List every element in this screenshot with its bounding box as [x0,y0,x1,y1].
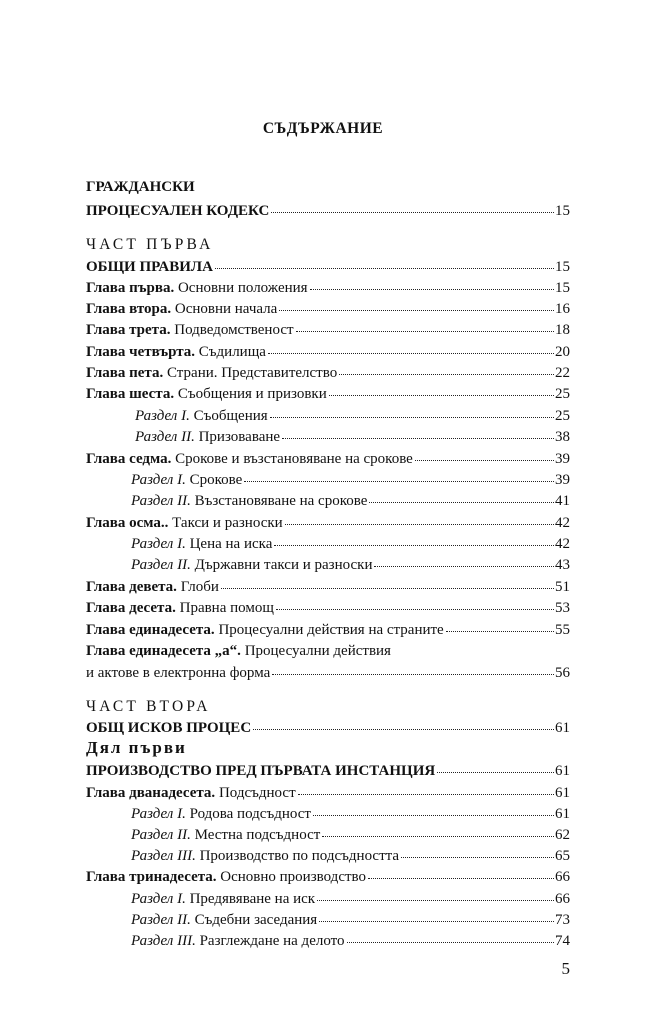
entry-title: Процесуални действия [240,643,391,659]
entry-heading: Глава девета. [86,579,177,595]
dot-leader [244,480,554,482]
entry-title: Процесуални действия на страните [214,622,444,638]
toc-entry [86,277,570,299]
dot-leader [253,728,554,730]
dot-leader [347,941,555,943]
entry-title: Производство по подсъдността [195,848,400,864]
dot-leader [298,793,554,795]
section-label: Раздел I. [131,472,186,488]
toc-entry [86,619,570,641]
toc-entry [86,256,570,278]
dot-leader [437,771,554,773]
entry-title: Съдилища [195,344,266,360]
toc-entry [86,717,570,739]
entry-title: Възстановяване на срокове [190,493,368,509]
entry-heading: ПРОЦЕСУАЛЕН КОДЕКС [86,203,270,219]
entry-title: Родова подсъдност [185,806,311,822]
division-heading: Дял първи [86,738,187,757]
entry-heading: Глава четвърта. [86,344,196,360]
section-label: Раздел II. [131,912,191,928]
entry-heading: Глава единадесета. [86,622,215,638]
dot-leader [368,877,554,879]
entry-title: Основни начала [171,301,278,317]
part-label: ЧАСТ ПЪРВА [86,236,214,253]
entry-page-number: 66 [555,891,570,907]
toc-entry [86,696,570,718]
part-label: ЧАСТ ВТОРА [86,698,211,715]
dot-leader [319,920,554,922]
entry-heading: Глава единадесета „а“. [86,643,241,659]
entry-heading: Глава трета. [86,322,171,338]
dot-leader [446,630,554,632]
entry-heading: ПРОИЗВОДСТВО ПРЕД ПЪРВАТА ИНСТАНЦИЯ [86,763,436,779]
section-label: Раздел I. [131,891,186,907]
toc-entry [86,512,570,534]
toc-entry [86,760,570,782]
dot-leader [282,437,554,439]
dot-leader [374,565,554,567]
entry-page-number: 18 [555,322,570,338]
entry-page-number: 56 [555,665,570,681]
entry-title: Подсъдност [215,785,296,801]
entry-heading: ОБЩИ ПРАВИЛА [86,259,213,275]
dot-leader [279,309,554,311]
entry-page-number: 15 [555,280,570,296]
entry-title: Подведомственост [170,322,294,338]
toc-entry [86,640,570,662]
entry-heading: Глава първа. [86,280,175,296]
entry-title: Основно производство [216,869,367,885]
entry-page-number: 15 [555,203,570,219]
entry-heading: Глава шеста. [86,386,175,402]
entry-heading: Глава дванадесета. [86,785,216,801]
entry-title: Глоби [176,579,219,595]
dot-leader [270,416,554,418]
toc-entry [86,176,570,198]
toc-entry [86,824,570,846]
toc-entry [86,426,570,448]
dot-leader [221,587,554,589]
entry-heading: Глава тринадесета. [86,869,217,885]
entry-title: Такси и разноски [168,515,283,531]
entry-heading: Глава пета. [86,365,164,381]
entry-page-number: 22 [555,365,570,381]
dot-leader [285,523,554,525]
toc-entry [86,383,570,405]
entry-page-number: 39 [555,451,570,467]
entry-page-number: 25 [555,408,570,424]
toc-entry [86,866,570,888]
dot-leader [268,352,554,354]
toc-entry [86,845,570,867]
entry-title: Разглеждане на делото [195,933,345,949]
toc-entry [86,782,570,804]
entry-page-number: 65 [555,848,570,864]
entry-page-number: 53 [555,600,570,616]
toc-entry [86,319,570,341]
section-label: Раздел II. [131,827,191,843]
entry-page-number: 66 [555,869,570,885]
toc-entry [86,803,570,825]
entry-title: Срокове и възстановяване на срокове [171,451,413,467]
entry-title: Страни. Представителство [163,365,338,381]
toc-entry [86,576,570,598]
toc-entry [86,930,570,952]
entry-title: Правна помощ [175,600,274,616]
toc-entry [86,554,570,576]
toc-entry [86,362,570,384]
entry-title: и актове в електронна форма [86,665,271,681]
section-label: Раздел I. [135,408,190,424]
entry-page-number: 55 [555,622,570,638]
toc-entry [86,533,570,555]
entry-heading: Глава десета. [86,600,176,616]
entry-page-number: 61 [555,785,570,801]
entry-page-number: 16 [555,301,570,317]
entry-page-number: 25 [555,386,570,402]
dot-leader [296,330,554,332]
dot-leader [401,856,554,858]
entry-title: Държавни такси и разноски [190,557,373,573]
dot-leader [310,288,554,290]
entry-page-number: 42 [555,536,570,552]
dot-leader [274,544,554,546]
entry-title: Цена на иска [185,536,273,552]
entry-title: Местна подсъдност [190,827,321,843]
entry-page-number: 15 [555,259,570,275]
entry-title: Съобщения [189,408,268,424]
section-label: Раздел II. [131,557,191,573]
entry-page-number: 62 [555,827,570,843]
entry-title: Основни положения [174,280,308,296]
entry-title: Съдебни заседания [190,912,318,928]
entry-heading: Глава втора. [86,301,172,317]
toc-entry [86,200,570,222]
toc-entry [86,405,570,427]
entry-page-number: 74 [555,933,570,949]
entry-page-number: 61 [555,720,570,736]
dot-leader [215,267,554,269]
entry-title: Предявяване на иск [185,891,316,907]
dot-leader [329,394,554,396]
entry-page-number: 73 [555,912,570,928]
dot-leader [317,899,554,901]
entry-page-number: 51 [555,579,570,595]
entry-page-number: 38 [555,429,570,445]
toc-entry [86,234,570,256]
entry-page-number: 61 [555,806,570,822]
toc-entry [86,909,570,931]
toc-entry [86,341,570,363]
entry-heading: ОБЩ ИСКОВ ПРОЦЕС [86,720,252,736]
page-number: 5 [561,959,570,978]
toc-entry [86,597,570,619]
entry-page-number: 61 [555,763,570,779]
dot-leader [322,835,554,837]
toc-entry [86,888,570,910]
entry-title: Призоваване [194,429,281,445]
section-label: Раздел III. [131,848,196,864]
entry-title: Съобщения и призовки [174,386,327,402]
section-label: Раздел I. [131,536,186,552]
dot-leader [276,608,554,610]
entry-page-number: 20 [555,344,570,360]
toc-entry [86,662,570,684]
toc-entry [86,298,570,320]
section-label: Раздел II. [131,493,191,509]
toc-entry [86,738,570,760]
section-label: Раздел III. [131,933,196,949]
dot-leader [415,459,554,461]
entry-title: Срокове [185,472,243,488]
entry-heading: Глава седма. [86,451,172,467]
dot-leader [313,814,554,816]
dot-leader [369,501,554,503]
section-label: Раздел II. [135,429,195,445]
entry-page-number: 42 [555,515,570,531]
toc-title: СЪДЪРЖАНИЕ [262,120,384,137]
dot-leader [339,373,554,375]
dot-leader [272,673,554,675]
entry-page-number: 39 [555,472,570,488]
entry-page-number: 43 [555,557,570,573]
toc-entry [86,490,570,512]
dot-leader [271,211,554,213]
toc-entry [86,469,570,491]
entry-heading: ГРАЖДАНСКИ [86,179,195,195]
entry-page-number: 41 [555,493,570,509]
toc-entry [86,448,570,470]
section-label: Раздел I. [131,806,186,822]
entry-heading: Глава осма.. [86,515,169,531]
